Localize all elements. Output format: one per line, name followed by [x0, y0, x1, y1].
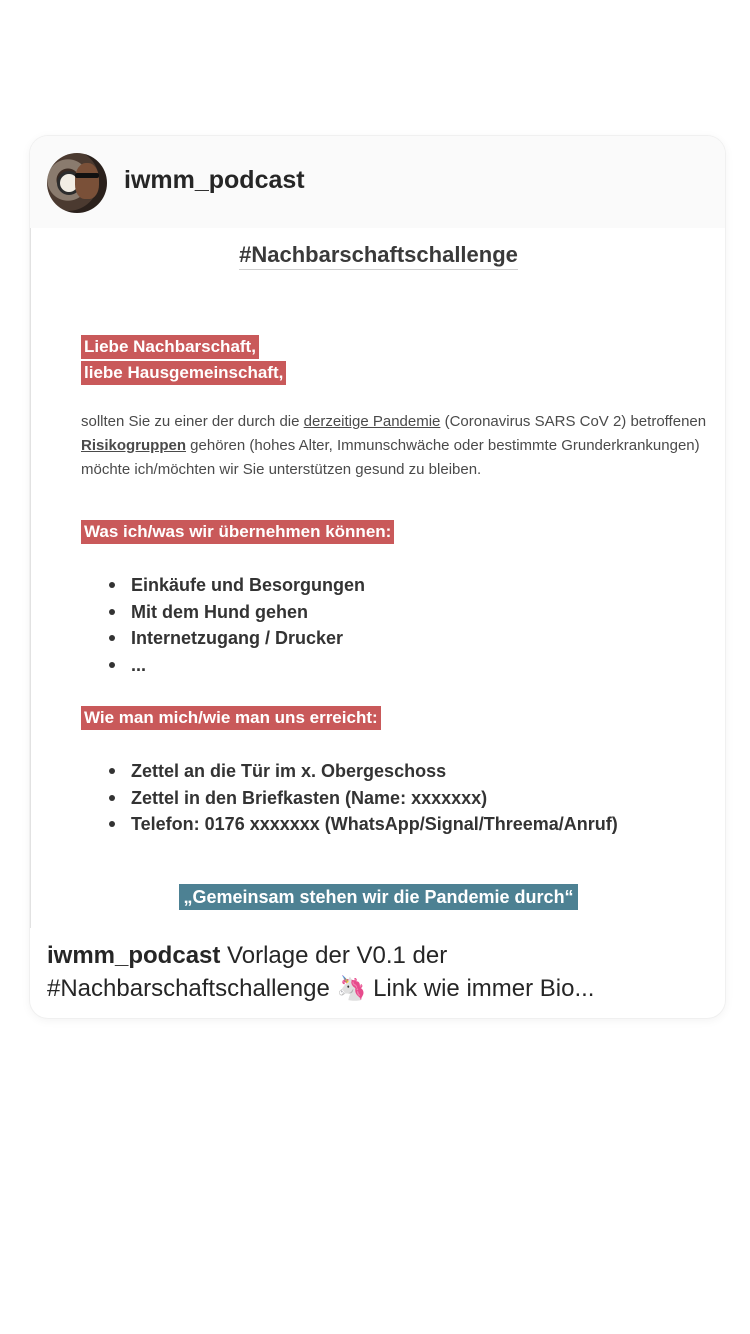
- section-heading-services: Was ich/was wir übernehmen können:: [81, 520, 394, 544]
- section-heading-contact: Wie man mich/wie man uns erreicht:: [81, 706, 381, 730]
- list-item: Internetzugang / Drucker: [106, 625, 365, 652]
- image-title: #Nachbarschaftschallenge: [31, 242, 725, 268]
- post-header: [30, 136, 725, 228]
- list-item: ...: [106, 652, 365, 679]
- avatar[interactable]: [47, 153, 107, 213]
- contact-list: [106, 758, 618, 838]
- list-item: Zettel in den Briefkasten (Name: xxxxxxx): [106, 785, 618, 812]
- greeting: [81, 335, 286, 387]
- post-image[interactable]: [30, 228, 725, 928]
- greeting-line-1: Liebe Nachbarschaft,: [81, 335, 259, 359]
- avatar-glasses-shape: [75, 173, 99, 178]
- greeting-line-2: liebe Hausgemeinschaft,: [81, 361, 286, 385]
- list-item: Einkäufe und Besorgungen: [106, 572, 365, 599]
- intro-paragraph: sollten Sie zu einer der durch die derzeitige Pandemie (Coronavirus SARS CoV 2) betroffenen Risikogruppen gehören (hohes Alter, Immunschwäche oder bestimmte Grunderkrankungen) möchte ich/möchten wir Sie unterstützen gesund zu bleiben.: [81, 413, 707, 478]
- motto: „Gemeinsam stehen wir die Pandemie durch“: [31, 884, 725, 910]
- list-item: Mit dem Hund gehen: [106, 599, 365, 626]
- unicorn-icon: 🦄: [336, 974, 367, 1002]
- avatar-face-shape: [75, 163, 99, 199]
- post-card[interactable]: [30, 136, 725, 1018]
- post-caption[interactable]: iwmm_podcast Vorlage der V0.1 der #Nachbarschaftschallenge 🦄 Link wie immer Bio...: [47, 942, 595, 1002]
- list-item: Zettel an die Tür im x. Obergeschoss: [106, 758, 618, 785]
- post-username[interactable]: iwmm_podcast: [124, 166, 305, 194]
- list-item: Telefon: 0176 xxxxxxx (WhatsApp/Signal/Threema/Anruf): [106, 811, 618, 838]
- caption-username[interactable]: iwmm_podcast: [47, 942, 221, 969]
- services-list: [106, 572, 365, 678]
